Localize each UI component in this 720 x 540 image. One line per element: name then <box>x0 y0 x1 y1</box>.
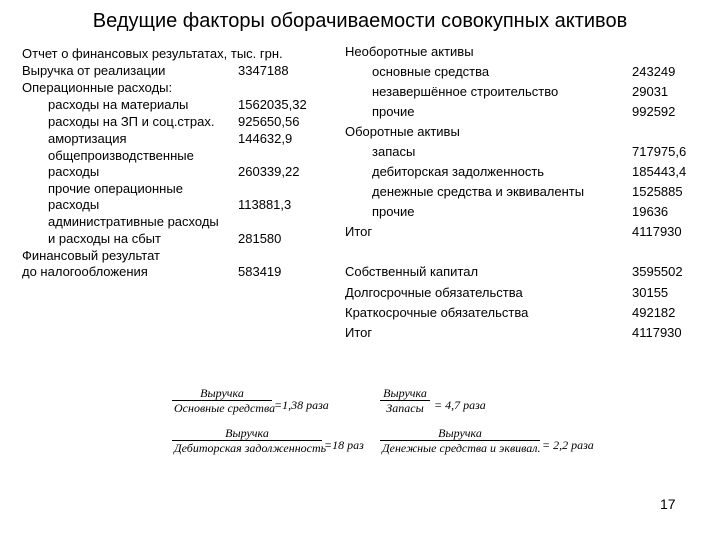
admin-label-1: административные расходы <box>48 214 219 229</box>
revenue-value: 3347188 <box>238 63 289 78</box>
fixed-assets-label: основные средства <box>372 64 490 79</box>
assets-total-value: 4117930 <box>632 224 682 239</box>
liabilities-total-label: Итог <box>345 325 373 340</box>
overhead-label-1: общепроизводственные <box>48 148 194 163</box>
assets-total-label: Итог <box>345 224 373 239</box>
formula-result: =1,38 раза <box>274 398 329 412</box>
noncurrent-heading: Необоротные активы <box>345 44 474 59</box>
formula-fraction <box>380 386 430 415</box>
formula-numerator: Выручка <box>380 426 540 441</box>
other-current-value: 19636 <box>632 204 669 219</box>
overhead-value: 260339,22 <box>238 164 300 179</box>
cash-value: 1525885 <box>632 184 683 199</box>
admin-label-2: и расходы на сбыт <box>48 231 161 246</box>
formula-fraction <box>172 426 327 455</box>
receivables-label: дебиторская задолженность <box>372 164 545 179</box>
formula-denominator: Запасы <box>386 401 424 415</box>
payroll-label: расходы на ЗП и соц.страх. <box>48 114 215 129</box>
inventory-label: запасы <box>372 144 416 159</box>
formula-fraction <box>380 426 540 455</box>
formula-fraction <box>172 386 276 415</box>
fixed-assets-value: 243249 <box>632 64 676 79</box>
shortterm-label: Краткосрочные обязательства <box>345 305 529 320</box>
page-number: 17 <box>660 496 676 512</box>
liabilities-total-value: 4117930 <box>632 325 682 340</box>
formula-result: = 2,2 раза <box>542 438 594 452</box>
revenue-label: Выручка от реализации <box>22 63 166 78</box>
payroll-value: 925650,56 <box>238 114 300 129</box>
pretax-value: 583419 <box>238 264 282 279</box>
income-heading: Отчет о финансовых результатах, тыс. грн. <box>22 46 283 61</box>
materials-label: расходы на материалы <box>48 97 189 112</box>
equity-label: Собственный капитал <box>345 264 479 279</box>
formula-denominator: Дебиторская задолженность <box>174 441 327 455</box>
receivables-value: 185443,4 <box>632 164 687 179</box>
inventory-value: 717975,6 <box>632 144 687 159</box>
amortization-value: 144632,9 <box>238 131 293 146</box>
other-noncurrent-label: прочие <box>372 104 415 119</box>
cash-label: денежные средства и эквиваленты <box>372 184 585 199</box>
formula-numerator: Выручка <box>380 386 430 401</box>
equity-value: 3595502 <box>632 264 683 279</box>
current-heading: Оборотные активы <box>345 124 460 139</box>
formula-numerator: Выручка <box>172 386 272 401</box>
other-noncurrent-value: 992592 <box>632 104 676 119</box>
formula-result: = 4,7 раза <box>434 398 486 412</box>
formula-result: =18 раз <box>324 438 364 452</box>
formula-numerator: Выручка <box>172 426 322 441</box>
other-opex-value: 113881,3 <box>238 197 292 212</box>
construction-value: 29031 <box>632 84 669 99</box>
opex-heading: Операционные расходы: <box>22 80 173 95</box>
amortization-label: амортизация <box>48 131 127 146</box>
formula-denominator: Денежные средства и эквивал. <box>382 441 541 455</box>
pretax-label-1: Финансовый результат <box>22 248 160 263</box>
construction-label: незавершённое строительство <box>372 84 559 99</box>
slide-title: Ведущие факторы оборачиваемости совокупных активов <box>92 10 628 32</box>
other-opex-label-2: расходы <box>48 197 100 212</box>
other-current-label: прочие <box>372 204 415 219</box>
pretax-label-2: до налогообложения <box>22 264 148 279</box>
materials-value: 1562035,32 <box>238 97 307 112</box>
longterm-label: Долгосрочные обязательства <box>345 285 523 300</box>
shortterm-value: 492182 <box>632 305 676 320</box>
longterm-value: 30155 <box>632 285 669 300</box>
formula-denominator: Основные средства <box>174 401 276 415</box>
overhead-label-2: расходы <box>48 164 100 179</box>
other-opex-label-1: прочие операционные <box>48 181 183 196</box>
admin-value: 281580 <box>238 231 282 246</box>
